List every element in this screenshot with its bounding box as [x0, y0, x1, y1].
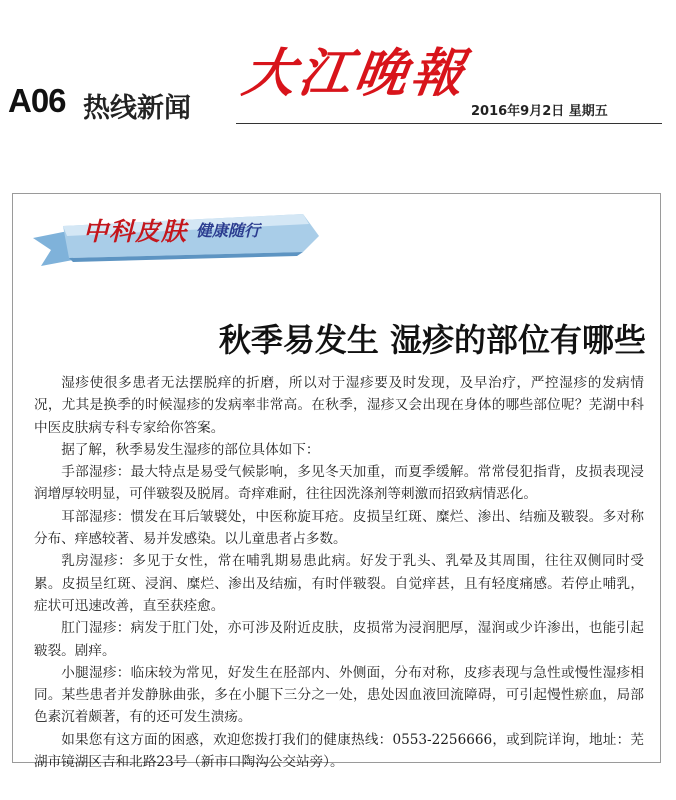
article-paragraph: 耳部湿疹：惯发在耳后皱襞处，中医称旋耳疮。皮损呈红斑、糜烂、渗出、结痂及皲裂。多对称分布、痒感较著、易并发感染。以儿童患者占多数。 [34, 508, 644, 548]
section-name: 热线新闻 [83, 93, 191, 124]
article-paragraph: 手部湿疹：最大特点是易受气候影响，多见冬天加重，而夏季缓解。常常侵犯指背，皮损表现浸润增厚较明显，可伴皲裂及脱屑。奇痒难耐，往往因洗涤剂等刺激而招致病情恶化。 [34, 464, 644, 503]
newspaper-logo: 大江晚報 [238, 43, 472, 104]
banner-subtitle: 健康随行 [196, 221, 261, 240]
newspaper-header [0, 0, 676, 130]
page-number: A06 [8, 82, 66, 119]
article-box [12, 193, 661, 771]
article-paragraph: 肛门湿疹：病发于肛门处，亦可涉及附近皮肤，皮损常为浸润肥厚，湿润或少许渗出，也能引起皲裂。剧痒。 [34, 620, 644, 659]
article-paragraph: 乳房湿疹：多见于女性，常在哺乳期易患此病。好发于乳头、乳晕及其周围，往往双侧同时受累。皮损呈红斑、浸润、糜烂、渗出及结痂，有时伴皲裂。自觉痒甚，且有轻度痛感。若停止哺乳，症状可迅速改善，直至获痊愈。 [34, 553, 644, 614]
banner-title: 中科皮肤 [83, 217, 188, 246]
column-banner [33, 208, 333, 268]
issue-date: 2016年9月2日 星期五 [471, 104, 608, 119]
article-paragraph: 据了解，秋季易发生湿疹的部位具体如下： [61, 441, 320, 458]
article-body [34, 372, 644, 773]
article-headline: 秋季易发生 湿疹的部位有哪些 [218, 321, 646, 359]
article-paragraph: 如果您有这方面的困惑，欢迎您拨打我们的健康热线：0553-2256666，或到院详询，地址：芜湖市镜湖区吉和北路23号（新市口陶沟公交站旁）。 [34, 731, 644, 771]
article-paragraph: 湿疹使很多患者无法摆脱痒的折磨，所以对于湿疹要及时发现，及早治疗，严控湿疹的发病情况，尤其是换季的时候湿疹的发病率非常高。在秋季，湿疹又会出现在身体的哪些部位呢？芜湖中科中医皮肤病专科专家给你答案。 [34, 375, 644, 436]
header-divider [236, 123, 662, 124]
article-paragraph: 小腿湿疹：临床较为常见，好发生在胫部内、外侧面，分布对称，皮疹表现与急性或慢性湿疹相同。某些患者并发静脉曲张，多在小腿下三分之一处，患处因血液回流障碍，可引起慢性瘀血，局部色素沉着颇著，有的还可发生溃疡。 [34, 664, 644, 726]
